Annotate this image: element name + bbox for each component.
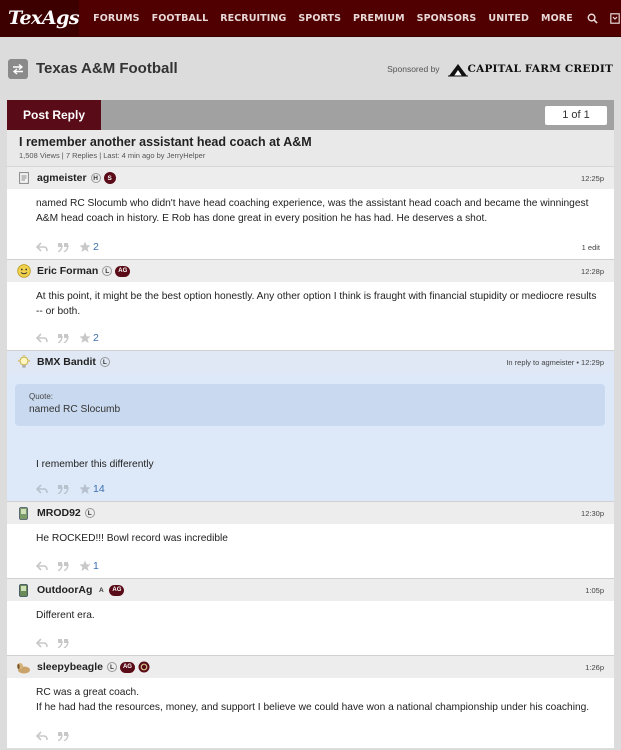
post-actions	[7, 631, 614, 655]
star-button[interactable]	[79, 332, 99, 344]
post-header	[7, 656, 614, 678]
post-body: Different era.	[36, 610, 95, 621]
post	[7, 656, 614, 748]
page-indicator[interactable]: 1 of 1	[545, 106, 607, 125]
nav-more[interactable]: MORE	[541, 12, 573, 24]
reply-icon[interactable]	[36, 638, 48, 648]
nav-sponsors[interactable]: SPONSORS	[416, 12, 477, 24]
post	[7, 502, 614, 579]
reply-icon[interactable]	[36, 242, 48, 252]
thread-title: I remember another assistant head coach at A&M	[19, 135, 312, 149]
post-body: named RC Slocumb who didn't have head coaching experience, was the assistant head coach and became the winningest A&M head coach in history. E Rob has done great in every position he has had. He deserves a shot.	[36, 198, 589, 224]
user-badge: L	[100, 357, 110, 367]
post-body-line: RC was a great coach.	[36, 687, 140, 698]
post	[7, 579, 614, 656]
user-badge: AG	[109, 585, 124, 596]
username[interactable]: OutdoorAg	[37, 584, 93, 596]
lightbulb-avatar-icon[interactable]	[16, 355, 31, 370]
star-count: 1	[93, 560, 99, 572]
quote-icon[interactable]	[58, 732, 69, 741]
quote-icon[interactable]	[58, 243, 69, 252]
reply-context[interactable]: In reply to agmeister • 12:29p	[506, 357, 604, 367]
nav-premium[interactable]: PREMIUM	[353, 12, 405, 24]
smiley-avatar-icon[interactable]	[16, 264, 31, 279]
post-actions	[7, 326, 614, 350]
reply-icon[interactable]	[36, 731, 48, 741]
user-badge: H	[91, 173, 101, 183]
edit-count[interactable]: 1 edit	[581, 242, 600, 252]
user-badge: AG	[115, 266, 130, 277]
nav-forums[interactable]: FORUMS	[93, 12, 140, 24]
post-time[interactable]: 1:05p	[585, 585, 604, 595]
nav-football[interactable]: FOOTBALL	[151, 12, 209, 24]
post-time[interactable]: 1:26p	[585, 662, 604, 672]
post-body: At this point, it might be the best option honestly. Any other option I think is fraught with financial stupidity or mediocre results -- or both.	[36, 291, 597, 317]
quote-text: named RC Slocumb	[29, 404, 121, 415]
thread-toolbar	[7, 100, 614, 130]
star-count: 14	[93, 483, 105, 495]
reply-icon[interactable]	[36, 484, 48, 494]
star-button[interactable]	[79, 560, 99, 572]
phone-avatar-icon[interactable]	[16, 506, 31, 521]
phone-avatar-icon[interactable]	[16, 583, 31, 598]
sponsor-logo[interactable]	[448, 61, 613, 77]
username[interactable]: Eric Forman	[37, 265, 99, 277]
thread-header	[7, 130, 614, 167]
thread-meta: 1,508 Views | 7 Replies | Last: 4 min ago by JerryHelper	[19, 151, 206, 160]
post-header	[7, 502, 614, 524]
post-actions	[7, 235, 614, 259]
star-icon	[79, 241, 91, 253]
post-actions	[7, 477, 614, 501]
star-icon	[79, 560, 91, 572]
user-badge: A	[99, 586, 104, 594]
ring-badge-icon	[138, 661, 150, 673]
quote-icon[interactable]	[58, 639, 69, 648]
user-badge: L	[102, 266, 112, 276]
post	[7, 167, 614, 260]
account-icon[interactable]	[610, 13, 620, 24]
forum-title[interactable]: Texas A&M Football	[36, 60, 178, 77]
sponsor-block	[387, 61, 613, 77]
user-badge: S	[104, 172, 116, 184]
user-badge: AG	[120, 662, 135, 673]
top-nav	[0, 0, 621, 37]
post-body	[7, 678, 614, 715]
sponsor-name: CAPITAL FARM CREDIT	[467, 62, 613, 75]
nav-sports[interactable]: SPORTS	[298, 12, 342, 24]
post-time[interactable]: 12:25p	[581, 173, 604, 183]
switch-forum-icon[interactable]	[8, 59, 28, 79]
star-button[interactable]	[79, 241, 99, 253]
star-count: 2	[93, 241, 99, 253]
quote-block	[15, 384, 605, 426]
post-reply-button[interactable]: Post Reply	[7, 100, 101, 130]
quote-icon[interactable]	[58, 562, 69, 571]
nav-menu	[79, 13, 621, 24]
nav-united[interactable]: UNITED	[488, 12, 530, 24]
post-actions	[7, 724, 614, 748]
post	[7, 260, 614, 351]
star-icon	[79, 332, 91, 344]
forum-header	[0, 37, 621, 100]
reply-icon[interactable]	[36, 333, 48, 343]
username[interactable]: sleepybeagle	[37, 661, 103, 673]
star-count: 2	[93, 332, 99, 344]
quote-label: Quote:	[29, 392, 54, 401]
post	[7, 351, 614, 502]
user-badge: L	[107, 662, 117, 672]
quote-icon[interactable]	[58, 485, 69, 494]
nav-recruiting[interactable]: RECRUITING	[220, 12, 287, 24]
username[interactable]: BMX Bandit	[37, 356, 96, 368]
post-actions	[7, 554, 614, 578]
user-badge: L	[85, 508, 95, 518]
document-avatar-icon[interactable]	[16, 171, 31, 186]
post-time[interactable]: 12:30p	[581, 508, 604, 518]
post-header	[7, 167, 614, 189]
star-button[interactable]	[79, 483, 105, 495]
post-body: He ROCKED!!! Bowl record was incredible	[36, 533, 228, 544]
post-header	[7, 260, 614, 282]
username[interactable]: agmeister	[37, 172, 87, 184]
quote-icon[interactable]	[58, 334, 69, 343]
post-time[interactable]: 12:28p	[581, 266, 604, 276]
post-body-line: If he had had the resources, money, and support I believe we could have won a national championship under his coaching.	[36, 702, 590, 713]
thread-container	[7, 100, 614, 748]
dog-avatar-icon[interactable]	[16, 660, 31, 675]
username[interactable]: MROD92	[37, 507, 81, 519]
site-logo[interactable]: TexAgs	[0, 0, 79, 37]
post-body: I remember this differently	[36, 459, 154, 470]
post-header	[7, 351, 614, 373]
post-header	[7, 579, 614, 601]
sponsor-label: Sponsored by	[387, 63, 440, 74]
barn-icon	[448, 61, 468, 77]
reply-icon[interactable]	[36, 561, 48, 571]
star-icon	[79, 483, 91, 495]
search-icon[interactable]	[587, 13, 598, 24]
